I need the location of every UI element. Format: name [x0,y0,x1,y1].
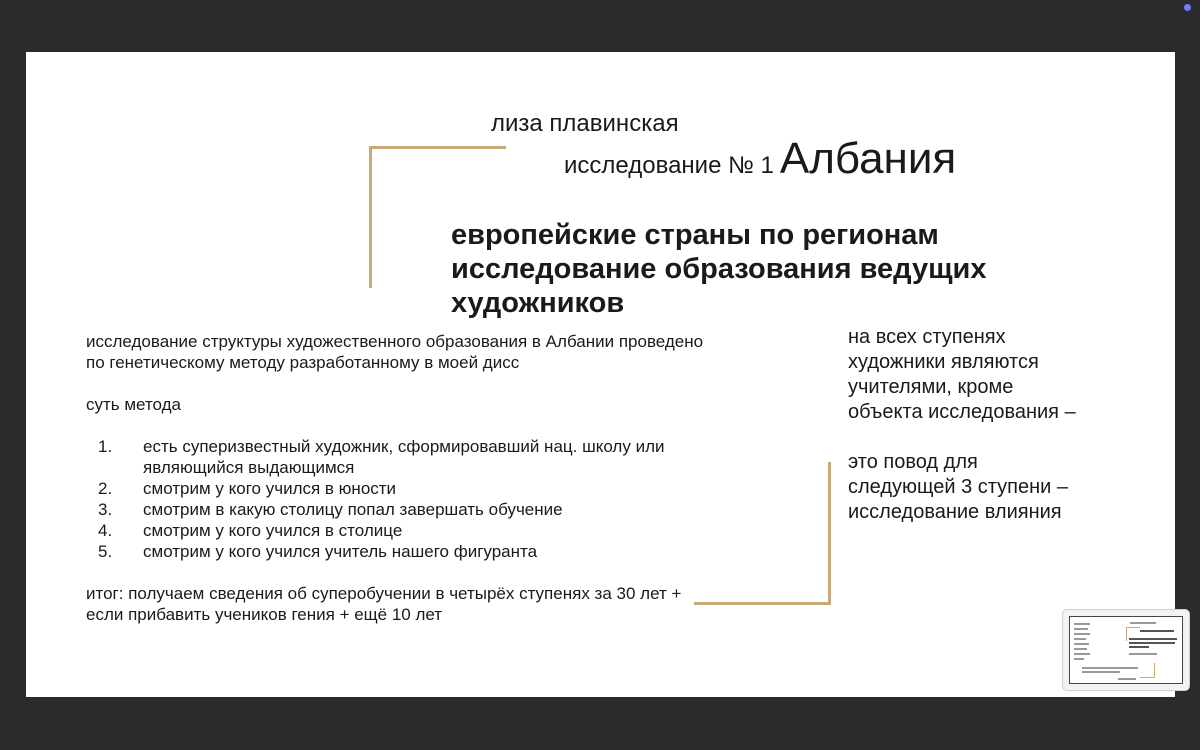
author-name: лиза плавинская [491,110,679,137]
slide-title [564,134,956,184]
side-note-line: учителями, кроме [848,376,1014,398]
step-text: смотрим у кого учился учитель нашего фигуранта [143,542,538,561]
intro-line: по генетическому методу разработанному в моей дисс [86,353,520,372]
list-item [86,436,786,478]
step-text: смотрим у кого учился в юности [143,479,397,498]
method-label: суть метода [86,395,181,414]
heading-line: европейские страны по регионам [451,219,939,251]
title-prefix: исследование № 1 [564,152,774,179]
side-note-line: объекта исследования – [848,401,1076,423]
thumbnail-slide-preview [1069,616,1183,684]
result-line: если прибавить учеников гения + ещё 10 лет [86,605,443,624]
list-item [86,499,786,520]
gold-frame-top-horizontal [369,146,506,149]
title-country: Албания [779,134,957,183]
presentation-slide [26,52,1175,697]
step-number: 3. [98,500,113,519]
side-note-line: исследование влияния [848,501,1062,523]
side-note [848,325,1108,525]
slide-thumbnail[interactable] [1063,610,1189,690]
step-number: 4. [98,521,113,540]
gold-frame-top-vertical [369,146,372,288]
heading-line: исследование образования ведущих [451,253,987,285]
side-note-line: художники являются [848,351,1039,373]
step-text: являющийся выдающимся [143,458,355,477]
body-text [86,331,786,625]
status-indicator [1184,4,1191,11]
side-note-line: следующей 3 ступени – [848,476,1069,498]
list-item [86,478,786,499]
step-number: 1. [98,437,113,456]
side-note-line: на всех ступенях [848,326,1006,348]
step-number: 2. [98,479,113,498]
heading-line: художников [451,287,625,319]
method-steps-list [86,436,786,562]
step-number: 5. [98,542,113,561]
gold-frame-bottom-vertical [828,462,831,605]
list-item [86,520,786,541]
intro-line: исследование структуры художественного образования в Албании проведено [86,332,704,351]
step-text: смотрим в какую столицу попал завершать обучение [143,500,563,519]
step-text: смотрим у кого учился в столице [143,521,403,540]
step-text: есть суперизвестный художник, сформировавший нац. школу или [143,437,665,456]
slide-heading [451,218,1091,320]
side-note-line: это повод для [848,451,978,473]
list-item [86,541,786,562]
result-line: итог: получаем сведения об суперобучении в четырёх ступенях за 30 лет + [86,584,682,603]
